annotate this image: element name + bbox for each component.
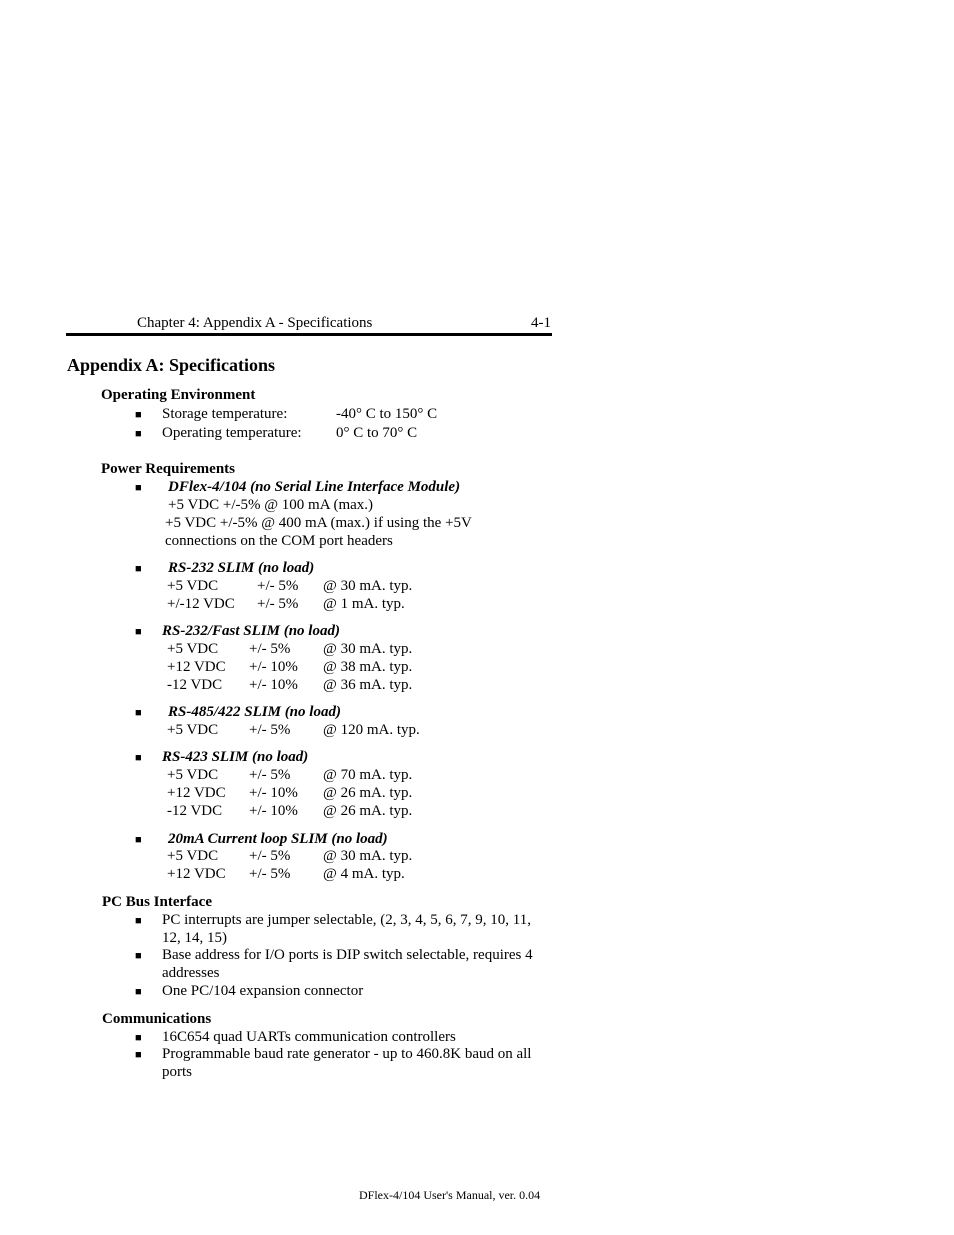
power-current: @ 120 mA. typ. xyxy=(323,722,420,738)
power-voltage: -12 VDC xyxy=(167,677,223,693)
bullet-icon: ■ xyxy=(135,1032,142,1044)
power-voltage: +5 VDC xyxy=(167,848,219,864)
power-tolerance: +/- 10% xyxy=(249,803,298,819)
power-voltage: +/-12 VDC xyxy=(167,596,235,612)
page-title: Appendix A: Specifications xyxy=(67,355,276,375)
env-operating-value: 0° C to 70° C xyxy=(336,425,418,441)
power-voltage: +12 VDC xyxy=(167,659,226,675)
pc-bus-item: Base address for I/O ports is DIP switch selectable, requires 4 addresses xyxy=(162,947,533,981)
pc-bus-item: One PC/104 expansion connector xyxy=(162,983,364,999)
power-current: @ 30 mA. typ. xyxy=(323,848,413,864)
running-header-page-number: 4-1 xyxy=(531,315,551,331)
power-current: @ 26 mA. typ. xyxy=(323,803,413,819)
env-storage-value: -40° C to 150° C xyxy=(336,406,438,422)
bullet-icon: ■ xyxy=(135,482,142,494)
bullet-icon: ■ xyxy=(135,563,142,575)
power-dflex-line: +5 VDC +/-5% @ 100 mA (max.) xyxy=(168,497,374,513)
power-current: @ 30 mA. typ. xyxy=(323,578,413,594)
power-dflex-line: +5 VDC +/-5% @ 400 mA (max.) if using the +5V xyxy=(165,515,472,531)
header-rule xyxy=(66,333,552,336)
power-tolerance: +/- 5% xyxy=(249,866,291,882)
heading-pc-bus-interface: PC Bus Interface xyxy=(102,894,212,910)
power-voltage: +5 VDC xyxy=(167,578,219,594)
power-current: @ 38 mA. typ. xyxy=(323,659,413,675)
bullet-icon: ■ xyxy=(135,409,142,421)
heading-power-requirements: Power Requirements xyxy=(101,461,236,477)
power-current: @ 30 mA. typ. xyxy=(323,641,413,657)
power-current: @ 1 mA. typ. xyxy=(323,596,405,612)
bullet-icon: ■ xyxy=(135,626,142,638)
communications-item: 16C654 quad UARTs communication controllers xyxy=(162,1029,456,1045)
power-tolerance: +/- 10% xyxy=(249,659,298,675)
bullet-icon: ■ xyxy=(135,1049,142,1061)
power-voltage: +5 VDC xyxy=(167,767,219,783)
pc-bus-item: PC interrupts are jumper selectable, (2, 3, 4, 5, 6, 7, 9, 10, 11, 12, 14, 15) xyxy=(162,912,531,946)
power-tolerance: +/- 5% xyxy=(249,641,291,657)
power-voltage: +12 VDC xyxy=(167,866,226,882)
power-current: @ 36 mA. typ. xyxy=(323,677,413,693)
power-tolerance: +/- 10% xyxy=(249,785,298,801)
power-block-title: RS-232 SLIM (no load) xyxy=(168,560,315,576)
bullet-icon: ■ xyxy=(135,428,142,440)
bullet-icon: ■ xyxy=(135,707,142,719)
power-tolerance: +/- 5% xyxy=(249,767,291,783)
power-voltage: +5 VDC xyxy=(167,641,219,657)
power-tolerance: +/- 5% xyxy=(249,848,291,864)
power-voltage: +12 VDC xyxy=(167,785,226,801)
bullet-icon: ■ xyxy=(135,752,142,764)
power-voltage: +5 VDC xyxy=(167,722,219,738)
power-block-title: RS-232/Fast SLIM (no load) xyxy=(162,623,340,639)
bullet-icon: ■ xyxy=(135,950,142,962)
running-header-chapter: Chapter 4: Appendix A - Specifications xyxy=(137,315,373,331)
page-footer: DFlex-4/104 User's Manual, ver. 0.04 xyxy=(359,1188,541,1202)
power-current: @ 70 mA. typ. xyxy=(323,767,413,783)
power-tolerance: +/- 5% xyxy=(257,596,299,612)
power-dflex-line: connections on the COM port headers xyxy=(165,533,393,549)
communications-item: Programmable baud rate generator - up to 460.8K baud on all ports xyxy=(162,1046,532,1080)
power-dflex-title: DFlex-4/104 (no Serial Line Interface Module) xyxy=(168,479,461,495)
power-tolerance: +/- 10% xyxy=(249,677,298,693)
bullet-icon: ■ xyxy=(135,986,142,998)
env-operating-label: Operating temperature: xyxy=(162,425,302,441)
power-tolerance: +/- 5% xyxy=(249,722,291,738)
env-storage-label: Storage temperature: xyxy=(162,406,288,422)
power-voltage: -12 VDC xyxy=(167,803,223,819)
power-tolerance: +/- 5% xyxy=(257,578,299,594)
heading-operating-environment: Operating Environment xyxy=(101,387,256,403)
heading-communications: Communications xyxy=(102,1011,212,1027)
bullet-icon: ■ xyxy=(135,834,142,846)
power-block-title: RS-423 SLIM (no load) xyxy=(162,749,309,765)
power-current: @ 26 mA. typ. xyxy=(323,785,413,801)
bullet-icon: ■ xyxy=(135,915,142,927)
power-block-title: RS-485/422 SLIM (no load) xyxy=(168,704,341,720)
power-block-title: 20mA Current loop SLIM (no load) xyxy=(168,831,388,847)
power-current: @ 4 mA. typ. xyxy=(323,866,405,882)
